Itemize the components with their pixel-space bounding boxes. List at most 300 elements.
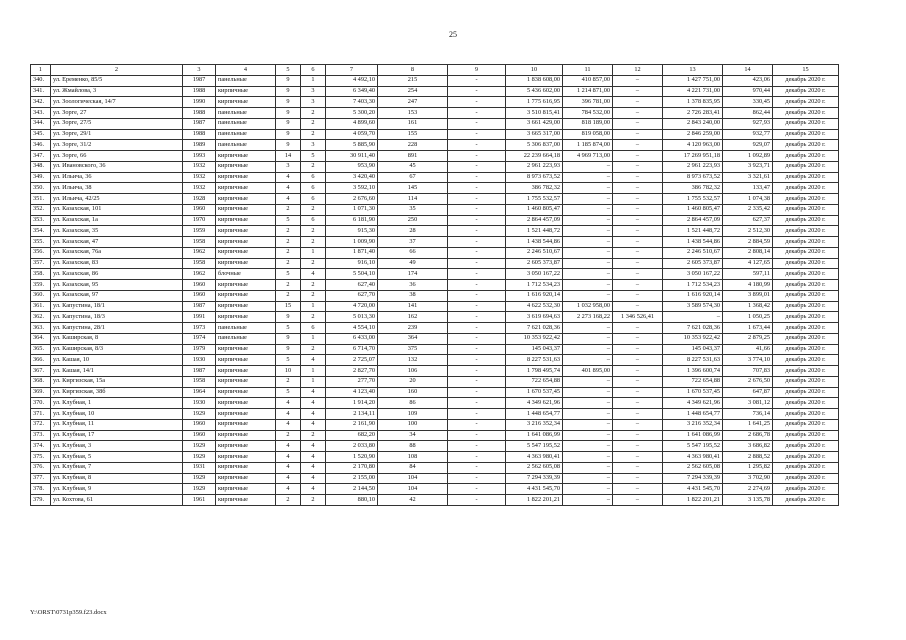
table-cell: 9 (276, 118, 301, 129)
table-cell: ул. Казахская, 47 (51, 237, 183, 248)
table-cell: 1 616 920,14 (663, 290, 723, 301)
table-cell: 4 (276, 409, 301, 420)
table-cell: – (613, 301, 663, 312)
table-cell: 7 294 339,39 (663, 473, 723, 484)
table-cell: кирпичные (216, 237, 276, 248)
table-cell: ул. Казахская, 101 (51, 204, 183, 215)
table-cell: - (448, 312, 506, 323)
column-header: 15 (773, 65, 839, 76)
table-cell: - (448, 75, 506, 86)
table-cell: - (448, 247, 506, 258)
table-cell: 2 676,50 (723, 376, 773, 387)
table-cell: 366. (31, 355, 51, 366)
table-cell: - (448, 398, 506, 409)
table-cell: 368. (31, 376, 51, 387)
table-cell: – (563, 161, 613, 172)
table-cell: 3 135,78 (723, 495, 773, 506)
table-cell: 6 349,40 (326, 86, 378, 97)
table-cell: кирпичные (216, 441, 276, 452)
table-cell: кирпичные (216, 247, 276, 258)
table-cell: декабрь 2020 г. (773, 204, 839, 215)
table-cell: 2 888,52 (723, 452, 773, 463)
table-cell: 4 (301, 441, 326, 452)
table-cell: 377. (31, 473, 51, 484)
column-header: 7 (326, 65, 378, 76)
table-cell: кирпичные (216, 161, 276, 172)
table-cell: – (613, 75, 663, 86)
table-cell: 3 216 352,34 (506, 419, 563, 430)
table-cell: 22 239 664,18 (506, 151, 563, 162)
table-cell: 8 973 673,52 (506, 172, 563, 183)
table-cell: 970,44 (723, 86, 773, 97)
table-cell: кирпичные (216, 86, 276, 97)
table-cell: – (563, 323, 613, 334)
table-cell: – (563, 462, 613, 473)
table-cell: - (448, 151, 506, 162)
table-cell: 215 (378, 75, 448, 86)
table-cell: декабрь 2020 г. (773, 108, 839, 119)
table-cell: 330,45 (723, 97, 773, 108)
table-cell: 3 081,12 (723, 398, 773, 409)
table-cell: - (448, 484, 506, 495)
table-cell: ул. Зорге, 66 (51, 151, 183, 162)
table-cell: 1 050,25 (723, 312, 773, 323)
table-cell: 355. (31, 237, 51, 248)
table-cell: – (563, 258, 613, 269)
table-cell: кирпичные (216, 280, 276, 291)
table-cell: ул. Клубная, 5 (51, 452, 183, 463)
table-cell: декабрь 2020 г. (773, 495, 839, 506)
table-cell: ул. Каширская, 8 (51, 333, 183, 344)
table-cell: 1989 (183, 140, 216, 151)
table-cell: декабрь 2020 г. (773, 452, 839, 463)
table-row (31, 269, 839, 280)
table-cell: 38 (378, 290, 448, 301)
table-cell: 3 321,61 (723, 172, 773, 183)
table-cell: ул. Клубная, 10 (51, 409, 183, 420)
table-cell: 365. (31, 344, 51, 355)
table-cell: – (613, 473, 663, 484)
table-cell: 1988 (183, 129, 216, 140)
table-cell: 2 827,70 (326, 366, 378, 377)
table-cell: 4 363 980,41 (506, 452, 563, 463)
table-cell: - (448, 258, 506, 269)
column-header: 11 (563, 65, 613, 76)
table-cell: декабрь 2020 г. (773, 376, 839, 387)
table-cell: - (448, 430, 506, 441)
column-header: 9 (448, 65, 506, 76)
table-cell: 4 363 980,41 (663, 452, 723, 463)
table-cell: 360. (31, 290, 51, 301)
table-cell: кирпичные (216, 419, 276, 430)
table-cell: 722 654,88 (506, 376, 563, 387)
table-cell: - (448, 183, 506, 194)
table-cell: ул. Казахская, 35 (51, 226, 183, 237)
table-cell: ул. Капустина, 18/3 (51, 312, 183, 323)
table-row (31, 97, 839, 108)
table-cell: 4 (276, 183, 301, 194)
table-cell: 1987 (183, 366, 216, 377)
table-cell: 4 059,70 (326, 129, 378, 140)
table-cell: – (563, 194, 613, 205)
table-cell: 356. (31, 247, 51, 258)
table-cell: 9 (276, 75, 301, 86)
table-cell: - (448, 140, 506, 151)
table-cell: ул. Клубная, 9 (51, 484, 183, 495)
table-cell: 3 619 694,63 (506, 312, 563, 323)
table-cell: ул. Ильича, 42/25 (51, 194, 183, 205)
table-cell: - (448, 237, 506, 248)
table-cell: 343. (31, 108, 51, 119)
table-cell: кирпичные (216, 215, 276, 226)
table-cell: декабрь 2020 г. (773, 269, 839, 280)
table-row (31, 140, 839, 151)
table-cell: 627,70 (326, 290, 378, 301)
table-cell: ул. Еременко, 85/5 (51, 75, 183, 86)
table-row (31, 290, 839, 301)
table-cell: 6 (301, 194, 326, 205)
table-cell: декабрь 2020 г. (773, 301, 839, 312)
table-cell: ул. Кашая, 10 (51, 355, 183, 366)
table-cell: ул. Клубная, 1 (51, 398, 183, 409)
table-cell: 344. (31, 118, 51, 129)
table-cell: 1928 (183, 194, 216, 205)
table-cell: – (563, 495, 613, 506)
table-cell: – (563, 441, 613, 452)
table-cell: 1 (301, 75, 326, 86)
table-row (31, 237, 839, 248)
table-cell: 386 782,32 (663, 183, 723, 194)
table-cell: 342. (31, 97, 51, 108)
table-cell: 386 782,32 (506, 183, 563, 194)
table-cell: кирпичные (216, 344, 276, 355)
table-cell: - (448, 323, 506, 334)
table-cell: 1 (301, 333, 326, 344)
table-row (31, 484, 839, 495)
table-cell: 2 (301, 344, 326, 355)
table-cell: - (448, 226, 506, 237)
table-row (31, 161, 839, 172)
table-cell: 1959 (183, 226, 216, 237)
table-cell: 4 (276, 194, 301, 205)
table-cell: панельные (216, 140, 276, 151)
table-cell: – (563, 419, 613, 430)
table-cell: 722 654,88 (663, 376, 723, 387)
table-cell: 1 438 544,86 (663, 237, 723, 248)
table-cell: - (448, 419, 506, 430)
table-cell: 3 510 815,41 (506, 108, 563, 119)
table-cell: 155 (378, 129, 448, 140)
table-cell: 359. (31, 280, 51, 291)
table-cell: 3 (301, 140, 326, 151)
table-cell: – (563, 269, 613, 280)
table-row (31, 172, 839, 183)
table-cell: 1929 (183, 484, 216, 495)
table-cell: 1958 (183, 258, 216, 269)
table-cell: декабрь 2020 г. (773, 226, 839, 237)
table-cell: – (563, 280, 613, 291)
table-cell: 370. (31, 398, 51, 409)
table-cell: 3 420,40 (326, 172, 378, 183)
table-cell: 4 (276, 452, 301, 463)
table-cell: 15 (276, 301, 301, 312)
table-cell: 4 492,10 (326, 75, 378, 86)
table-cell: 174 (378, 269, 448, 280)
table-cell: 14 (276, 151, 301, 162)
table-cell: 2 (301, 290, 326, 301)
table-cell: 10 (276, 366, 301, 377)
table-cell: 373. (31, 430, 51, 441)
table-cell: 141 (378, 301, 448, 312)
table-cell: 2 (301, 108, 326, 119)
table-cell: 1 616 920,14 (506, 290, 563, 301)
table-cell: 2 (276, 247, 301, 258)
table-cell: 104 (378, 484, 448, 495)
table-cell: 1 032 958,00 (563, 301, 613, 312)
table-cell: 6 433,00 (326, 333, 378, 344)
table-cell: кирпичные (216, 204, 276, 215)
table-cell: 1 378 835,95 (663, 97, 723, 108)
table-cell: декабрь 2020 г. (773, 258, 839, 269)
table-cell: 86 (378, 398, 448, 409)
table-cell: 3 899,01 (723, 290, 773, 301)
table-cell: 1958 (183, 376, 216, 387)
table-cell: 162 (378, 312, 448, 323)
table-cell: 2 (276, 226, 301, 237)
table-cell: 4 (301, 409, 326, 420)
table-cell: - (448, 495, 506, 506)
table-cell: 1988 (183, 86, 216, 97)
table-cell: 4 (276, 484, 301, 495)
table-cell: 1 520,90 (326, 452, 378, 463)
table-cell: 3 702,90 (723, 473, 773, 484)
table-cell: 597,11 (723, 269, 773, 280)
table-cell: 1988 (183, 108, 216, 119)
table-cell: декабрь 2020 г. (773, 97, 839, 108)
table-cell: 372. (31, 419, 51, 430)
column-header: 8 (378, 65, 448, 76)
table-cell: 1930 (183, 398, 216, 409)
table-cell: 5 436 602,00 (506, 86, 563, 97)
table-cell: 4 123,40 (326, 387, 378, 398)
table-cell: – (563, 237, 613, 248)
table-cell: 350. (31, 183, 51, 194)
table-cell: 2 (276, 495, 301, 506)
table-cell: – (563, 430, 613, 441)
table-cell: 4 (301, 398, 326, 409)
table-cell: 4 (276, 473, 301, 484)
table-cell: декабрь 2020 г. (773, 280, 839, 291)
table-cell: ул. Капустина, 28/1 (51, 323, 183, 334)
table-cell: 4 (276, 462, 301, 473)
table-cell: 927,93 (723, 118, 773, 129)
table-cell: 5 (276, 355, 301, 366)
table-cell: 145 (378, 183, 448, 194)
table-cell: 8 227 531,63 (506, 355, 563, 366)
table-cell: 2 170,80 (326, 462, 378, 473)
table-cell: 1960 (183, 280, 216, 291)
table-cell: ул. Зорге, 27 (51, 108, 183, 119)
table-cell: 9 (276, 129, 301, 140)
table-cell: 4 969 713,00 (563, 151, 613, 162)
table-row (31, 258, 839, 269)
table-cell: 4 (301, 355, 326, 366)
table-cell: 891 (378, 151, 448, 162)
table-cell: 3 050 167,22 (663, 269, 723, 280)
table-cell: 3 665 317,00 (506, 129, 563, 140)
table-cell: декабрь 2020 г. (773, 484, 839, 495)
table-cell: панельные (216, 118, 276, 129)
table-cell: декабрь 2020 г. (773, 194, 839, 205)
table-cell: 4 180,99 (723, 280, 773, 291)
table-cell: 254 (378, 86, 448, 97)
table-cell: – (613, 462, 663, 473)
table-cell: - (448, 280, 506, 291)
table-cell: ул. Клубная, 8 (51, 473, 183, 484)
table-cell: 2 562 605,08 (663, 462, 723, 473)
table-cell: 1 670 537,45 (663, 387, 723, 398)
table-cell: 104 (378, 473, 448, 484)
table-cell: декабрь 2020 г. (773, 151, 839, 162)
table-cell: – (563, 290, 613, 301)
table-cell: 2 (301, 118, 326, 129)
table-cell: 929,07 (723, 140, 773, 151)
table-cell: – (563, 376, 613, 387)
table-cell: кирпичные (216, 258, 276, 269)
table-cell: 3 (301, 86, 326, 97)
table-cell: 2 335,42 (723, 204, 773, 215)
table-cell: декабрь 2020 г. (773, 387, 839, 398)
table-cell: 2 (276, 204, 301, 215)
table-cell: декабрь 2020 г. (773, 172, 839, 183)
table-cell: 20 (378, 376, 448, 387)
table-row (31, 430, 839, 441)
table-cell: - (448, 86, 506, 97)
table-cell: 1929 (183, 452, 216, 463)
table-cell: 2 033,80 (326, 441, 378, 452)
table-cell: 362. (31, 312, 51, 323)
table-cell: 9 (276, 108, 301, 119)
table-cell: декабрь 2020 г. (773, 140, 839, 151)
table-cell: 880,10 (326, 495, 378, 506)
table-cell: 1 295,82 (723, 462, 773, 473)
table-cell: – (613, 409, 663, 420)
table-cell: 1 755 532,57 (663, 194, 723, 205)
table-cell: 133,47 (723, 183, 773, 194)
table-cell: 9 (276, 140, 301, 151)
table-cell: 819 058,00 (563, 129, 613, 140)
table-cell: 1 521 448,72 (663, 226, 723, 237)
table-cell: – (613, 441, 663, 452)
table-cell: ул. Клубная, 17 (51, 430, 183, 441)
table-cell: 2 273 168,22 (563, 312, 613, 323)
table-cell: 108 (378, 452, 448, 463)
table-cell: 915,30 (326, 226, 378, 237)
table-cell: 1 448 654,77 (663, 409, 723, 420)
table-cell: 160 (378, 387, 448, 398)
table-cell: 1993 (183, 151, 216, 162)
table-cell: 6 (301, 215, 326, 226)
table-cell: - (448, 462, 506, 473)
table-cell: ул. Казахская, 86 (51, 269, 183, 280)
table-row (31, 495, 839, 506)
table-cell: 28 (378, 226, 448, 237)
table-cell: кирпичные (216, 97, 276, 108)
table-cell: – (563, 204, 613, 215)
table-cell: 401 895,00 (563, 366, 613, 377)
table-cell: декабрь 2020 г. (773, 441, 839, 452)
table-cell: декабрь 2020 г. (773, 323, 839, 334)
housing-registry-table (30, 64, 839, 506)
table-cell: – (613, 323, 663, 334)
table-cell: 1 460 805,47 (663, 204, 723, 215)
table-cell: – (613, 183, 663, 194)
table-cell: – (613, 129, 663, 140)
table-row (31, 129, 839, 140)
table-cell: 375 (378, 344, 448, 355)
table-cell: 1991 (183, 312, 216, 323)
table-cell: - (448, 204, 506, 215)
table-cell: 4 (301, 387, 326, 398)
table-cell: 1 641 086,99 (506, 430, 563, 441)
table-cell: 84 (378, 462, 448, 473)
table-cell: декабрь 2020 г. (773, 161, 839, 172)
table-row (31, 409, 839, 420)
table-cell: 3 589 574,30 (663, 301, 723, 312)
table-cell: 374. (31, 441, 51, 452)
table-cell: 2 (301, 226, 326, 237)
table-cell: 953,90 (326, 161, 378, 172)
table-cell: 1960 (183, 290, 216, 301)
table-cell: 3 216 352,34 (663, 419, 723, 430)
table-cell: 2 961 223,93 (506, 161, 563, 172)
table-cell: 10 353 922,42 (663, 333, 723, 344)
table-cell: 363. (31, 323, 51, 334)
table-cell: 34 (378, 430, 448, 441)
table-cell: 5 (276, 323, 301, 334)
table-cell: 345. (31, 129, 51, 140)
table-cell: 396 781,00 (563, 97, 613, 108)
table-cell: 2 (276, 258, 301, 269)
table-cell: кирпичные (216, 484, 276, 495)
table-cell: 371. (31, 409, 51, 420)
table-cell: кирпичные (216, 398, 276, 409)
table-cell: 2 246 510,67 (663, 247, 723, 258)
table-cell: 42 (378, 495, 448, 506)
table-row (31, 376, 839, 387)
table-cell: 1990 (183, 97, 216, 108)
table-cell: – (613, 419, 663, 430)
table-cell: 352. (31, 204, 51, 215)
table-cell: 5 547 195,52 (506, 441, 563, 452)
table-cell: 4 554,10 (326, 323, 378, 334)
table-cell: - (448, 172, 506, 183)
table-cell: – (613, 108, 663, 119)
table-cell: 3 774,10 (723, 355, 773, 366)
table-cell: 2 605 373,87 (663, 258, 723, 269)
table-cell: 4 (276, 441, 301, 452)
table-cell: 351. (31, 194, 51, 205)
table-cell: - (448, 97, 506, 108)
table-cell: 4 720,00 (326, 301, 378, 312)
table-cell: 49 (378, 258, 448, 269)
table-row (31, 183, 839, 194)
table-cell: 4 (301, 462, 326, 473)
table-cell: ул. Зорге, 27/5 (51, 118, 183, 129)
table-cell: – (563, 226, 613, 237)
table-cell: декабрь 2020 г. (773, 366, 839, 377)
table-cell: 361. (31, 301, 51, 312)
